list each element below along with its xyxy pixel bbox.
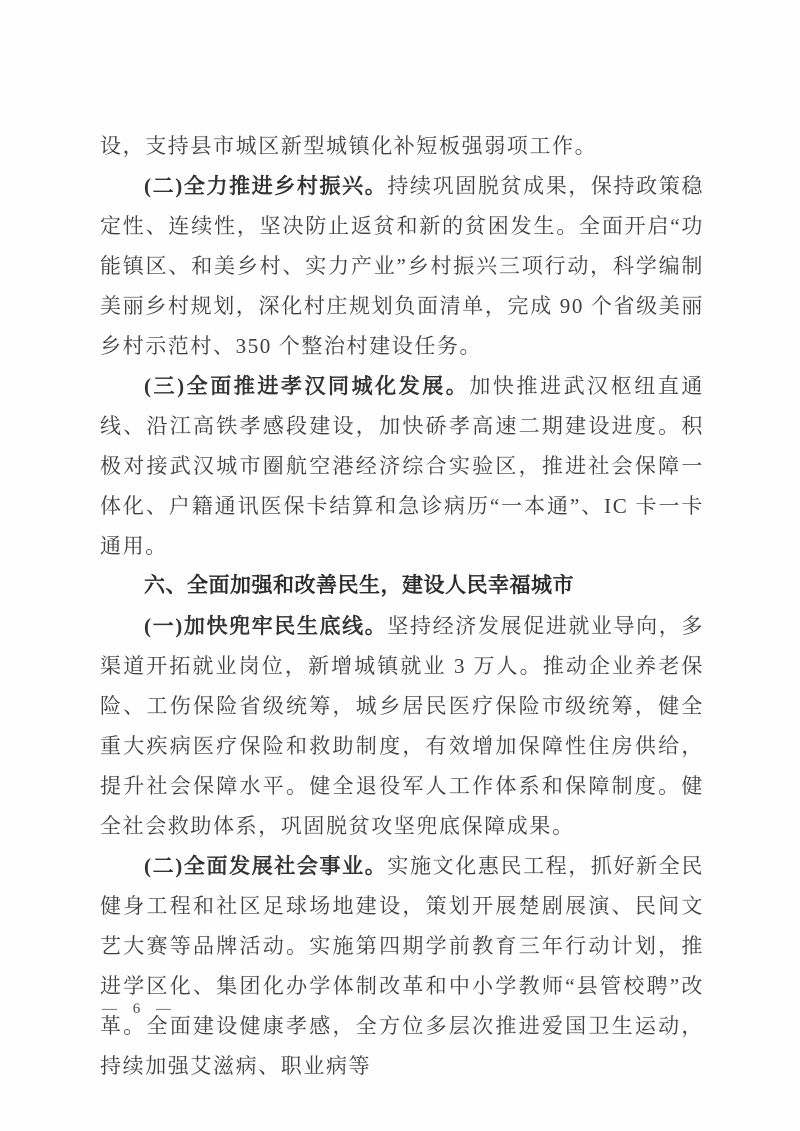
section-heading: 六、全面加强和改善民生，建设人民幸福城市 — [144, 574, 574, 597]
paragraph-lead: (二)全力推进乡村振兴。 — [144, 174, 388, 198]
document-body — [100, 126, 704, 1086]
paragraph-text: 加快推进武汉枢纽直通线、沿江高铁孝感段建设，加快硚孝高速二期建设进度。积极对接武汉城市圈航空港经济综合实验区，推进社会保障一体化、户籍通讯医保卡结算和急诊病历“一本通”、IC 卡一卡通用。 — [100, 374, 704, 558]
paragraph-text: 持续巩固脱贫成果，保持政策稳定性、连续性，坚决防止返贫和新的贫困发生。全面开启“功能镇区、和美乡村、实力产业”乡村振兴三项行动，科学编制美丽乡村规划，深化村庄规划负面清单，完成 90 个省级美丽乡村示范村、350 个整治村建设任务。 — [100, 174, 705, 358]
paragraph-lead: (二)全面发展社会事业。 — [144, 854, 388, 878]
paragraph-text: 实施文化惠民工程，抓好新全民健身工程和社区足球场地建设，策划开展楚剧展演、民间文艺大赛等品牌活动。实施第四期学前教育三年行动计划，推进学区化、集团化办学体制改革和中小学教师“县管校聘”改革。全面建设健康孝感，全方位多层次推进爱国卫生运动，持续加强艾滋病、职业病等 — [100, 854, 705, 1078]
page-number: — 6 — — [102, 1001, 173, 1017]
paragraph-text: 坚持经济发展促进就业导向，多渠道开拓就业岗位，新增城镇就业 3 万人。推动企业养老保险、工伤保险省级统筹，城乡居民医疗保险市级统筹，健全重大疾病医疗保险和救助制度，有效增加保障性住房供给，提升社会保障水平。健全退役军人工作体系和保障制度。健全社会救助体系，巩固脱贫攻坚兜底保障成果。 — [100, 614, 705, 838]
paragraph — [100, 366, 704, 566]
paragraph-lead: (三)全面推进孝汉同城化发展。 — [144, 374, 470, 398]
paragraph — [100, 166, 704, 366]
paragraph — [100, 846, 704, 1086]
paragraph-lead: (一)加快兜牢民生底线。 — [144, 614, 388, 638]
paragraph — [100, 126, 704, 166]
paragraph-text: 设，支持县市城区新型城镇化补短板强弱项工作。 — [100, 134, 598, 158]
paragraph — [100, 606, 704, 846]
